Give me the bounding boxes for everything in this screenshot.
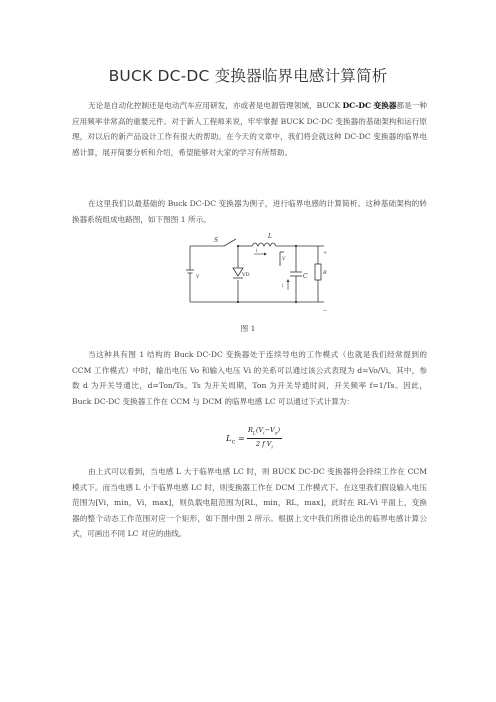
intro-paragraph [72,98,427,160]
inductor-current-label: i [256,249,258,254]
capacitor-current-label: i [282,284,284,289]
formula-denominator: 2 f $V_i$ [256,440,273,451]
formula-numerator: $R_L(V_i-V_o)$ [248,426,280,437]
critical-inductance-formula [226,426,296,454]
figure-caption: 图 1 [240,324,256,333]
ccm-analysis-paragraph: 当这种具有图 1 结构的 Buck DC-DC 变换器处于连续导电的工作模式（也就是我们经常提到的 CCM 工作模式）中时，输出电压 Vo 和输入电压 Vi 的关系可以通过该公式表现为 d=Vo/Vi。其中，参数 d 为开关导通比，d=Ton/Ts。Ts 为开关周期，Ton 为开关导通时间，开关频率 f=1/Ts。因此，Buck DC-DC 变换器工作在 CCM 与 DCM 的临界电感 LC 可以通过下式计算为： [72,350,427,406]
minus-label: − [323,308,328,314]
capacitor-label: C [303,273,308,280]
document-title: BUCK DC-DC 变换器临界电感计算简析 [108,67,388,85]
input-voltage-label: V [196,275,200,280]
dcdc-converter-link[interactable]: DC-DC 变换器 [342,101,397,110]
formula-fraction-bar [247,438,282,439]
formula-equals: = [238,434,245,443]
operating-range-paragraph: 由上式可以看到，当电感 L 大于临界电感 LC 时，则 BUCK DC-DC 变换器将会持续工作在 CCM 模式下。而当电感 L 小于临界电感 LC 时，则变换器工作在 DCM 工作模式下。在这里我们假设输入电压范围为[Vi，min，Vi，max]，则负载电阻范围为[RL，min，RL，max]，此时在 RL-Vi 平面上，变换器的整个动态工作范围对应一个矩形，如下图中图 2 所示。根据上文中我们所推论出的临界电感计算公式，可画出不同 LC 对应的曲线。 [72,467,427,539]
formula-lhs: $L_C$ [226,434,236,446]
intro-text-part2: 都是一种应用频率非常高的重要元件。对于新人工程师来说，牢牢掌握 BUCK DC-DC 变换器的基础架构和运行原理，对以后的新产品设计工作有很大的帮助。在今天的文章中，我们将会就这种 DC-DC 变换器的临界电感计算，展开简要分析和介绍，希望能够对大家的学习有所帮助。 [72,101,428,157]
plus-label: + [323,250,328,256]
diode-label: VD [242,272,250,278]
load-label: R [323,270,327,276]
inductor-label: L [268,233,272,240]
switch-label: S [214,237,219,244]
intro-text-part1: 无论是自动化控制还是电动汽车应用研发，亦或者是电源管理领域，BUCK [88,101,343,110]
circuit-intro-paragraph: 在这里我们以最基础的 Buck DC-DC 变换器为例子，进行临界电感的计算简析。这种基础架构的转换器系统组成电路图，如下图图 1 所示。 [72,199,427,224]
output-voltage-label: V [282,257,286,262]
buck-circuit-diagram [184,214,332,324]
